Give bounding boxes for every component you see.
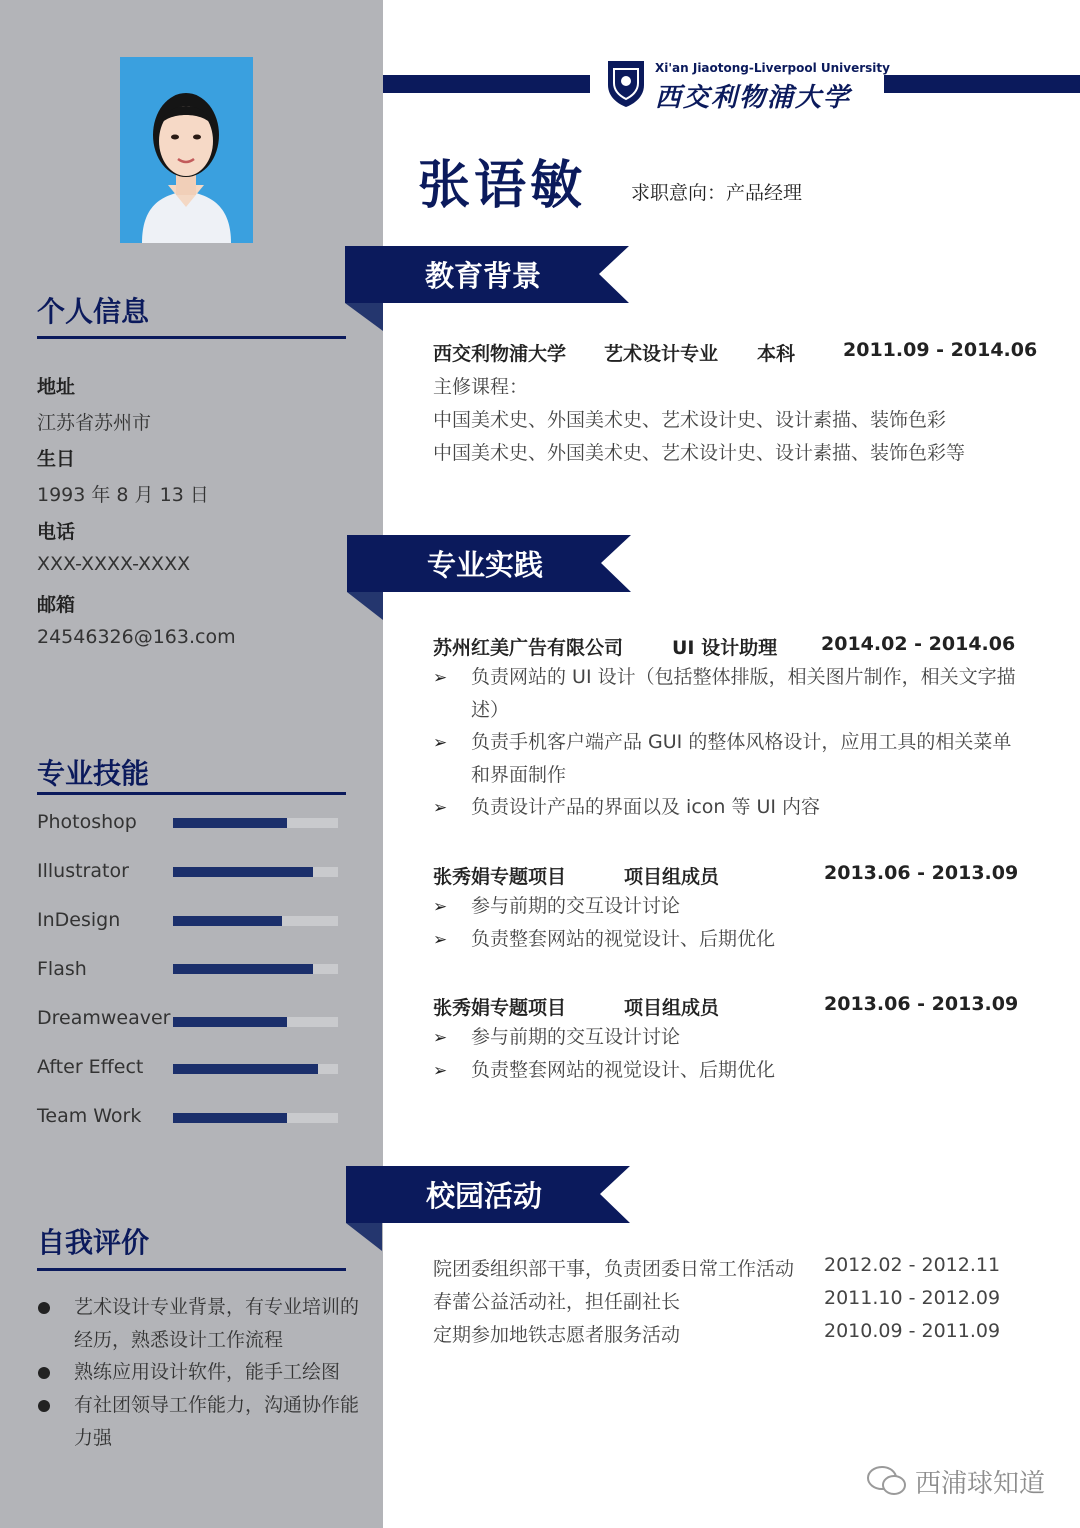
education-school: 西交利物浦大学	[433, 343, 567, 365]
campus-banner	[346, 1166, 636, 1226]
address-label: 地址	[37, 376, 76, 398]
arrow-bullet-icon: ➢	[433, 668, 448, 688]
address-value: 江苏省苏州市	[37, 412, 152, 434]
job-bullet: 参与前期的交互设计讨论	[471, 1026, 681, 1048]
job-bullet: 负责网站的 UI 设计（包括整体排版，相关图片制作，相关文字描述）	[471, 666, 1016, 721]
skill-bar-track	[173, 964, 338, 974]
practice-banner	[347, 535, 637, 595]
practice-title: 专业实践	[427, 548, 544, 582]
university-crest-icon	[606, 59, 646, 109]
personal-info-heading: 个人信息	[37, 295, 150, 328]
job-bullet: 负责整套网站的视觉设计、后期优化	[471, 1059, 776, 1081]
profile-photo	[120, 57, 253, 243]
education-degree: 本科	[757, 343, 796, 365]
job-period: 2014.02 - 2014.06	[821, 633, 1016, 655]
arrow-bullet-icon: ➢	[433, 1061, 448, 1081]
education-major: 艺术设计专业	[604, 343, 719, 365]
evaluation-item: 熟练应用设计软件，能手工绘图	[74, 1361, 341, 1383]
job-bullet: 负责整套网站的视觉设计、后期优化	[471, 928, 776, 950]
campus-period: 2011.10 - 2012.09	[824, 1287, 1001, 1309]
skill-bar-track	[173, 818, 338, 828]
skill-name: Team Work	[37, 1105, 142, 1127]
skill-name: Dreamweaver	[37, 1007, 171, 1029]
courses-line: 中国美术史、外国美术史、艺术设计史、设计素描、装饰色彩	[433, 409, 947, 431]
job-org: 张秀娟专题项目	[433, 997, 567, 1019]
email-label: 邮箱	[37, 594, 76, 616]
skills-rule	[37, 792, 346, 795]
job-bullet: 负责设计产品的界面以及 icon 等 UI 内容	[471, 796, 821, 818]
job-org: 苏州红美广告有限公司	[433, 637, 624, 659]
header-bar-right	[884, 75, 1080, 93]
job-bullet: 参与前期的交互设计讨论	[471, 895, 681, 917]
evaluation-item: 有社团领导工作能力，沟通协作能力强	[74, 1394, 360, 1449]
job-period: 2013.06 - 2013.09	[824, 862, 1019, 884]
email-value: 24546326@163.com	[37, 626, 236, 648]
skill-bar-fill	[173, 964, 313, 974]
evaluation-item: 艺术设计专业背景，有专业培训的经历，熟悉设计工作流程	[74, 1296, 360, 1351]
evaluation-rule	[37, 1268, 346, 1271]
skill-bar-fill	[173, 916, 282, 926]
education-banner	[345, 246, 635, 306]
skill-bar-track	[173, 1017, 338, 1027]
skills-heading: 专业技能	[37, 757, 150, 790]
courses-line: 中国美术史、外国美术史、艺术设计史、设计素描、装饰色彩等	[433, 442, 966, 464]
candidate-name: 张语敏	[418, 156, 587, 216]
campus-period: 2012.02 - 2012.11	[824, 1254, 1001, 1276]
job-role: 项目组成员	[624, 866, 720, 888]
courses-label: 主修课程：	[433, 376, 529, 398]
phone-value: XXX-XXXX-XXXX	[37, 553, 191, 575]
personal-info-rule	[37, 336, 346, 339]
campus-activity: 院团委组织部干事，负责团委日常工作活动	[433, 1258, 795, 1280]
evaluation-heading: 自我评价	[37, 1226, 150, 1259]
skill-bar-fill	[173, 1113, 287, 1123]
campus-period: 2010.09 - 2011.09	[824, 1320, 1001, 1342]
bullet-dot-icon	[38, 1400, 50, 1412]
bullet-dot-icon	[38, 1302, 50, 1314]
skill-name: After Effect	[37, 1056, 144, 1078]
skill-name: Illustrator	[37, 860, 129, 882]
phone-label: 电话	[37, 521, 76, 543]
skill-bar-track	[173, 916, 338, 926]
arrow-bullet-icon: ➢	[433, 930, 448, 950]
skill-bar-track	[173, 1064, 338, 1074]
university-name-cn: 西交利物浦大学	[655, 83, 852, 113]
portrait-image	[120, 57, 253, 243]
skill-bar-fill	[173, 1017, 287, 1027]
skill-bar-track	[173, 867, 338, 877]
birthday-label: 生日	[37, 448, 76, 470]
skill-name: Photoshop	[37, 811, 137, 833]
university-name-en: Xi'an Jiaotong-Liverpool University	[655, 61, 890, 75]
job-intent: 求职意向：产品经理	[631, 182, 803, 204]
job-period: 2013.06 - 2013.09	[824, 993, 1019, 1015]
job-role: 项目组成员	[624, 997, 720, 1019]
arrow-bullet-icon: ➢	[433, 1028, 448, 1048]
education-period: 2011.09 - 2014.06	[843, 339, 1038, 361]
job-org: 张秀娟专题项目	[433, 866, 567, 888]
skill-name: InDesign	[37, 909, 121, 931]
skill-bar-fill	[173, 1064, 318, 1074]
campus-activity: 定期参加地铁志愿者服务活动	[433, 1324, 681, 1346]
arrow-bullet-icon: ➢	[433, 798, 448, 818]
job-role: UI 设计助理	[672, 637, 778, 659]
bullet-dot-icon	[38, 1367, 50, 1379]
campus-title: 校园活动	[426, 1179, 543, 1213]
skill-bar-track	[173, 1113, 338, 1123]
skill-name: Flash	[37, 958, 87, 980]
watermark-text: 西浦球知道	[914, 1469, 1045, 1499]
skill-bar-fill	[173, 867, 313, 877]
wechat-icon	[866, 1465, 908, 1501]
arrow-bullet-icon: ➢	[433, 897, 448, 917]
skill-bar-fill	[173, 818, 287, 828]
education-title: 教育背景	[425, 259, 542, 293]
birthday-value: 1993 年 8 月 13 日	[37, 484, 209, 506]
job-bullet: 负责手机客户端产品 GUI 的整体风格设计，应用工具的相关菜单和界面制作	[471, 731, 1012, 786]
arrow-bullet-icon: ➢	[433, 733, 448, 753]
header-bar-left	[383, 75, 590, 93]
campus-activity: 春蕾公益活动社，担任副社长	[433, 1291, 681, 1313]
